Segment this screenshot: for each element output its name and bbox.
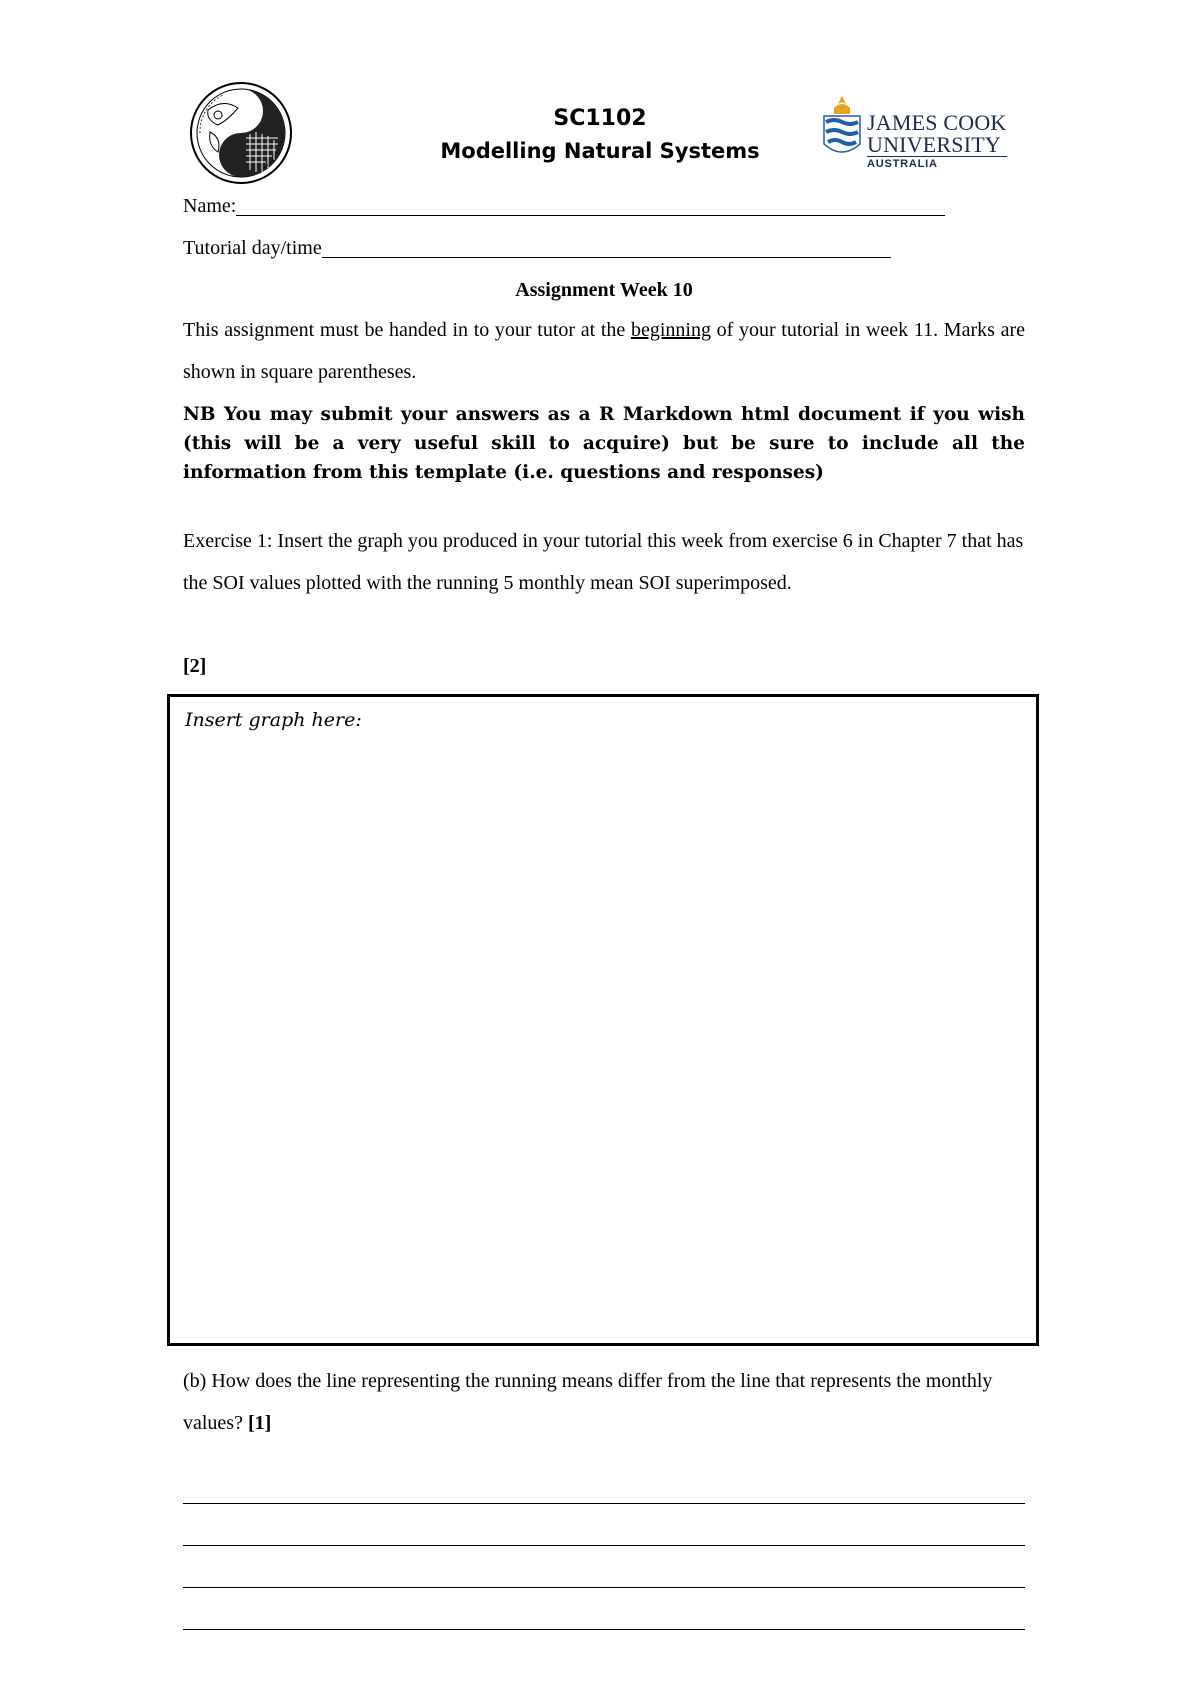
intro-paragraph [183,309,1025,393]
answer-lines[interactable] [183,1462,1025,1630]
jcu-country: AUSTRALIA [867,156,1007,170]
tutorial-input-line[interactable] [322,237,891,258]
university-seal-logo [188,80,294,186]
name-input-line[interactable] [236,195,945,216]
course-code: SC1102 [553,106,647,131]
answer-line[interactable] [183,1588,1025,1630]
intro-text-end: of your tutorial in week 11. Marks are shown in square parentheses. [183,319,1025,383]
nb-notice: NB You may submit your answers as a R Markdown html document if you wish (this will be a very useful skill to acquire) but be sure to include all the information from this template (i.e. questions and responses) [183,404,1025,483]
answer-line[interactable] [183,1546,1025,1588]
question-b [183,1360,1025,1444]
intro-underlined-word: beginning [630,319,711,341]
course-heading [380,102,820,166]
jcu-line1: JAMES COOK [867,110,1007,135]
exercise-1-marks: [2] [183,655,207,677]
question-b-text: (b) How does the line representing the running means differ from the line that represents the monthly values? [183,1370,993,1434]
tutorial-label: Tutorial day/time [183,237,322,259]
name-field[interactable] [183,192,945,220]
name-label: Name: [183,195,237,217]
course-name: Modelling Natural Systems [440,139,760,163]
intro-text-start: This assignment must be handed in to your tutor at the [183,319,631,341]
tutorial-field[interactable] [183,234,891,262]
jcu-logo [820,90,1010,170]
assignment-title: Assignment Week 10 [515,279,693,301]
graph-placeholder-label: Insert graph here: [185,709,362,731]
exercise-1-text: Exercise 1: Insert the graph you produced in your tutorial this week from exercise 6 in Chapter 7 that has the SOI values plotted with the running 5 monthly mean SOI superimposed. [183,530,1024,594]
answer-line[interactable] [183,1462,1025,1504]
graph-insert-box[interactable] [167,694,1039,1346]
jcu-crest-icon [820,94,864,164]
question-b-marks: [1] [247,1412,272,1434]
jcu-line2: UNIVERSITY [867,132,1001,157]
answer-line[interactable] [183,1504,1025,1546]
jcu-wordmark [867,112,1007,156]
